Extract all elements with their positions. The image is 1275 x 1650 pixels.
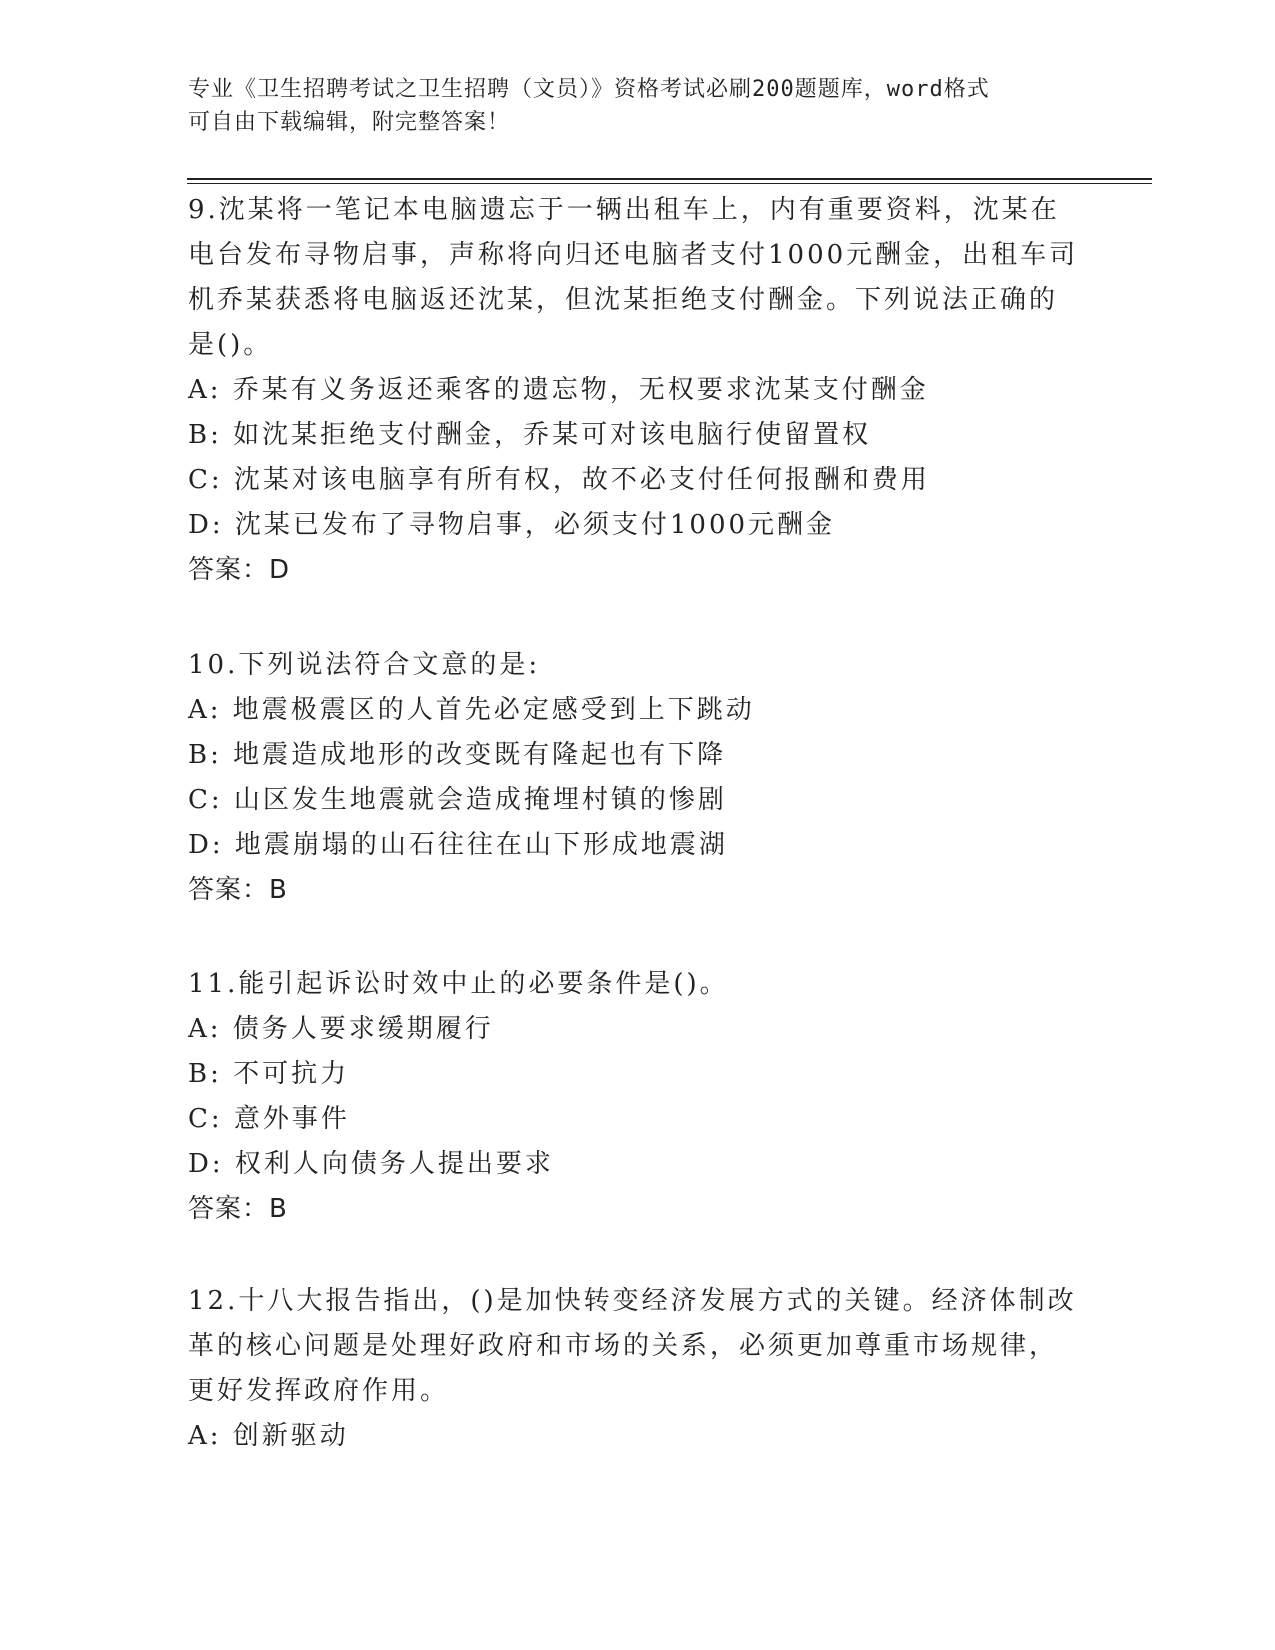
- option-b: B: 如沈某拒绝支付酬金，乔某可对该电脑行使留置权: [188, 420, 872, 450]
- option-d: D: 沈某已发布了寻物启事，必须支付1000元酬金: [188, 510, 836, 540]
- question-11: [188, 962, 1088, 1232]
- answer-label: 答案：D: [188, 555, 291, 585]
- question-stem: 机乔某获悉将电脑返还沈某，但沈某拒绝支付酬金。下列说法正确的: [188, 285, 1059, 315]
- question-10: [188, 643, 1088, 913]
- option-d: D: 地震崩塌的山石往往在山下形成地震湖: [188, 830, 728, 860]
- option-a: A: 创新驱动: [188, 1421, 349, 1451]
- answer-label: 答案：B: [188, 1194, 288, 1224]
- header-divider: [187, 178, 1152, 180]
- option-c: C: 沈某对该电脑享有所有权，故不必支付任何报酬和费用: [188, 465, 930, 495]
- question-stem: 电台发布寻物启事，声称将向归还电脑者支付1000元酬金，出租车司: [188, 240, 1079, 270]
- option-a: A: 地震极震区的人首先必定感受到上下跳动: [188, 695, 755, 725]
- header-divider: [187, 183, 1152, 184]
- option-a: A: 乔某有义务返还乘客的遗忘物，无权要求沈某支付酬金: [188, 375, 929, 405]
- option-c: C: 意外事件: [188, 1104, 350, 1134]
- question-12: [188, 1279, 1088, 1459]
- question-stem: 9.沈某将一笔记本电脑遗忘于一辆出租车上，内有重要资料，沈某在: [188, 195, 1060, 225]
- option-d: D: 权利人向债务人提出要求: [188, 1149, 554, 1179]
- option-b: B: 地震造成地形的改变既有隆起也有下降: [188, 740, 727, 770]
- option-c: C: 山区发生地震就会造成掩埋村镇的惨剧: [188, 785, 727, 815]
- question-stem: 10.下列说法符合文意的是:: [188, 650, 541, 680]
- option-b: B: 不可抗力: [188, 1059, 350, 1089]
- question-stem: 是()。: [188, 330, 273, 360]
- option-a: A: 债务人要求缓期履行: [188, 1014, 494, 1044]
- question-9: [188, 188, 1088, 593]
- question-stem: 11.能引起诉讼时效中止的必要条件是()。: [188, 969, 729, 999]
- header-line: 专业《卫生招聘考试之卫生招聘（文员）》资格考试必刷200题题库，word格式: [188, 77, 990, 102]
- header-line: 可自由下载编辑，附完整答案！: [188, 110, 511, 135]
- question-stem: 革的核心问题是处理好政府和市场的关系，必须更加尊重市场规律，: [188, 1331, 1059, 1361]
- answer-label: 答案：B: [188, 875, 288, 905]
- question-stem: 更好发挥政府作用。: [188, 1376, 450, 1406]
- document-header: [188, 73, 1088, 139]
- question-stem: 12.十八大报告指出，()是加快转变经济发展方式的关键。经济体制改: [188, 1286, 1077, 1316]
